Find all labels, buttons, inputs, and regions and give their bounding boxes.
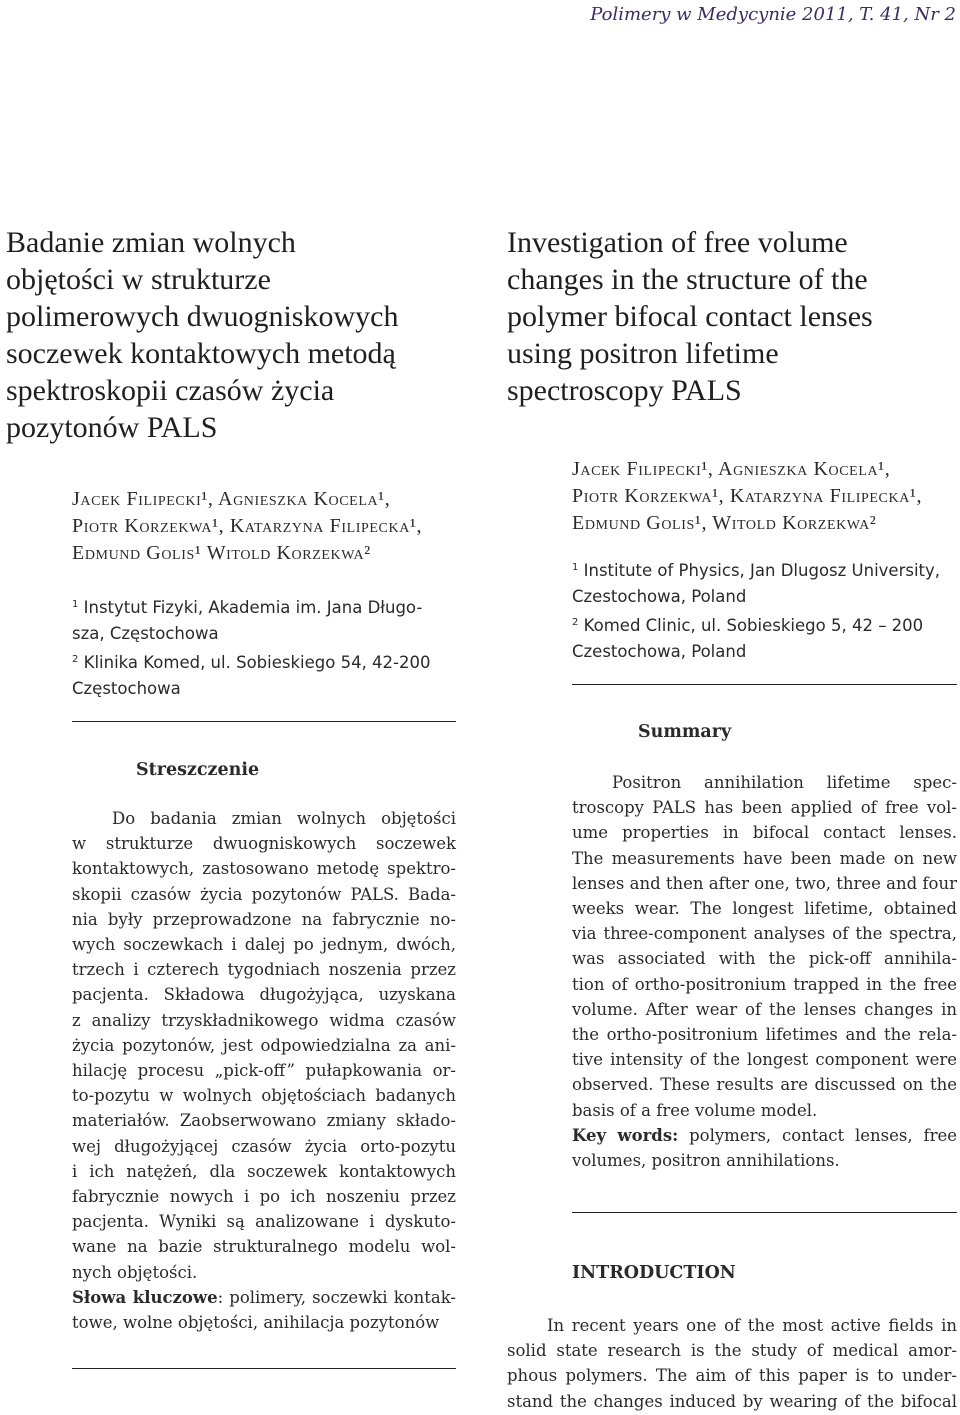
english-affiliations (572, 555, 957, 665)
streszczenie-heading: Streszczenie (136, 760, 260, 780)
keywords-line: Słowa kluczowe: polimery, soczewki kontak- (72, 1287, 456, 1307)
abstract-line: nia były przeprowadzone na fabrycznie no- (72, 909, 456, 929)
summary-line: tion of ortho-positronium trapped in the free (572, 974, 957, 994)
keywords-line: volumes, positron annihilations. (572, 1151, 840, 1171)
keywords-line: towe, wolne objętości, anihilacja pozytonów (72, 1313, 440, 1333)
title-line: polymer bifocal contact lenses (507, 300, 873, 333)
affiliation-1-cont: sza, Częstochowa (72, 624, 219, 643)
summary-heading: Summary (638, 722, 732, 742)
abstract-line: materiałów. Zaobserwowano zmiany składo- (72, 1111, 456, 1131)
keywords-label: Słowa kluczowe (72, 1287, 218, 1307)
title-line: soczewek kontaktowych metodą (6, 337, 396, 370)
abstract-line: wych soczewkach i dalej po jednym, dwóch, (72, 935, 456, 955)
abstract-line: wej długożyjącej czasów życia orto-pozytu (72, 1136, 456, 1156)
affiliation-2: $^2$ Komed Clinic, ul. Sobieskiego 5, 42 – 200 (572, 616, 924, 635)
title-line: using positron lifetime (507, 337, 779, 370)
title-line: objętości w strukturze (6, 263, 271, 296)
polish-authors (72, 486, 472, 567)
affiliation-2: $^2$ Klinika Komed, ul. Sobieskiego 54, 42-200 (72, 653, 431, 672)
english-authors (572, 456, 957, 537)
keywords-line: Key words: polymers, contact lenses, free (572, 1125, 957, 1145)
author-line: Piotr Korzekwa¹, Katarzyna Filipecka¹, (572, 485, 923, 507)
summary-line: lenses and then after one, two, three and four (572, 873, 957, 893)
summary-line: troscopy PALS has been applied of free vol- (572, 798, 957, 818)
author-line: Jacek Filipecki¹, Agnieszka Kocela¹, (72, 488, 391, 510)
abstract-line: i ich natężeń, dla soczewek kontaktowych (72, 1161, 456, 1181)
abstract-line: nych objętości. (72, 1262, 198, 1282)
intro-line: stand the changes induced by wearing of the bifocal (507, 1391, 957, 1411)
polish-affiliations (72, 592, 472, 702)
polish-abstract (72, 806, 456, 1335)
summary-line: The measurements have been made on new (572, 848, 957, 868)
affiliation-2-cont: Częstochowa (72, 679, 181, 698)
title-line: changes in the structure of the (507, 263, 868, 296)
abstract-line: skopii czasów życia pozytonów PALS. Bada- (72, 884, 456, 904)
title-line: Investigation of free volume (507, 226, 848, 259)
title-line: polimerowych dwuogniskowych (6, 300, 399, 333)
author-line: Edmund Golis¹ Witold Korzekwa² (72, 542, 371, 564)
summary-line: basis of a free volume model. (572, 1100, 818, 1120)
summary-line: was associated with the pick-off annihila- (572, 949, 957, 969)
intro-line: phous polymers. The aim of this paper is to under- (507, 1366, 957, 1386)
intro-line: solid state research is the study of medical amor- (507, 1341, 957, 1361)
introduction-text (507, 1313, 957, 1414)
abstract-line: kontaktowych, zastosowano metodę spektro- (72, 859, 456, 879)
abstract-line: życia pozytonów, jest odpowiedzialna za ani- (72, 1035, 456, 1055)
abstract-line: fabrycznie nowych i po ich noszeniu przez (72, 1187, 456, 1207)
affiliation-1: $^1$ Institute of Physics, Jan Dlugosz University, (572, 561, 941, 580)
affiliation-1: $^1$ Instytut Fizyki, Akademia im. Jana Długo- (72, 598, 423, 617)
abstract-line: trzech i czterech tygodniach noszenia przez (72, 960, 456, 980)
divider (72, 1368, 456, 1369)
title-line: pozytonów PALS (6, 411, 218, 444)
author-line: Edmund Golis¹, Witold Korzekwa² (572, 512, 877, 534)
divider (572, 684, 957, 685)
author-line: Piotr Korzekwa¹, Katarzyna Filipecka¹, (72, 515, 423, 537)
abstract-line: pacjenta. Składowa długożyjąca, uzyskana (72, 985, 456, 1005)
abstract-line: z analizy trzyskładnikowego widma czasów (72, 1010, 456, 1030)
abstract-line: w strukturze dwuogniskowych soczewek (72, 834, 456, 854)
journal-header: Polimery w Medycynie 2011, T. 41, Nr 2 (590, 4, 956, 25)
summary-line: Positron annihilation lifetime spec- (612, 773, 957, 792)
english-title (507, 224, 957, 409)
abstract-line: to-pozytu w wolnych objętościach badanych (72, 1086, 456, 1106)
divider (572, 1212, 957, 1213)
divider (72, 721, 456, 722)
intro-line: In recent years one of the most active fields in (547, 1316, 957, 1335)
affiliation-2-cont: Czestochowa, Poland (572, 642, 747, 661)
title-line: spektroskopii czasów życia (6, 374, 335, 407)
abstract-line: wane na bazie strukturalnego modelu wol- (72, 1237, 456, 1257)
summary-line: volume. After wear of the lenses changes in (572, 999, 957, 1019)
abstract-line: hilację procesu „pick-off” pułapkowania or- (72, 1061, 456, 1081)
affiliation-1-cont: Czestochowa, Poland (572, 587, 747, 606)
title-line: Badanie zmian wolnych (6, 226, 296, 259)
summary-line: ume properties in bifocal contact lenses. (572, 823, 957, 843)
english-summary (572, 770, 957, 1173)
summary-line: via three-component analyses of the spectra, (572, 924, 957, 944)
summary-line: observed. These results are discussed on the (572, 1075, 957, 1095)
author-line: Jacek Filipecki¹, Agnieszka Kocela¹, (572, 458, 891, 480)
title-line: spectroscopy PALS (507, 374, 742, 407)
abstract-line: Do badania zmian wolnych objętości (112, 809, 456, 828)
summary-line: weeks wear. The longest lifetime, obtained (572, 899, 957, 919)
summary-line: tive intensity of the longest component were (572, 1050, 957, 1070)
keywords-label: Key words: (572, 1125, 679, 1145)
summary-line: the ortho-positronium lifetimes and the rela- (572, 1025, 957, 1045)
introduction-heading: INTRODUCTION (572, 1263, 736, 1283)
abstract-line: pacjenta. Wyniki są analizowane i dyskuto- (72, 1212, 456, 1232)
polish-title (6, 224, 476, 446)
